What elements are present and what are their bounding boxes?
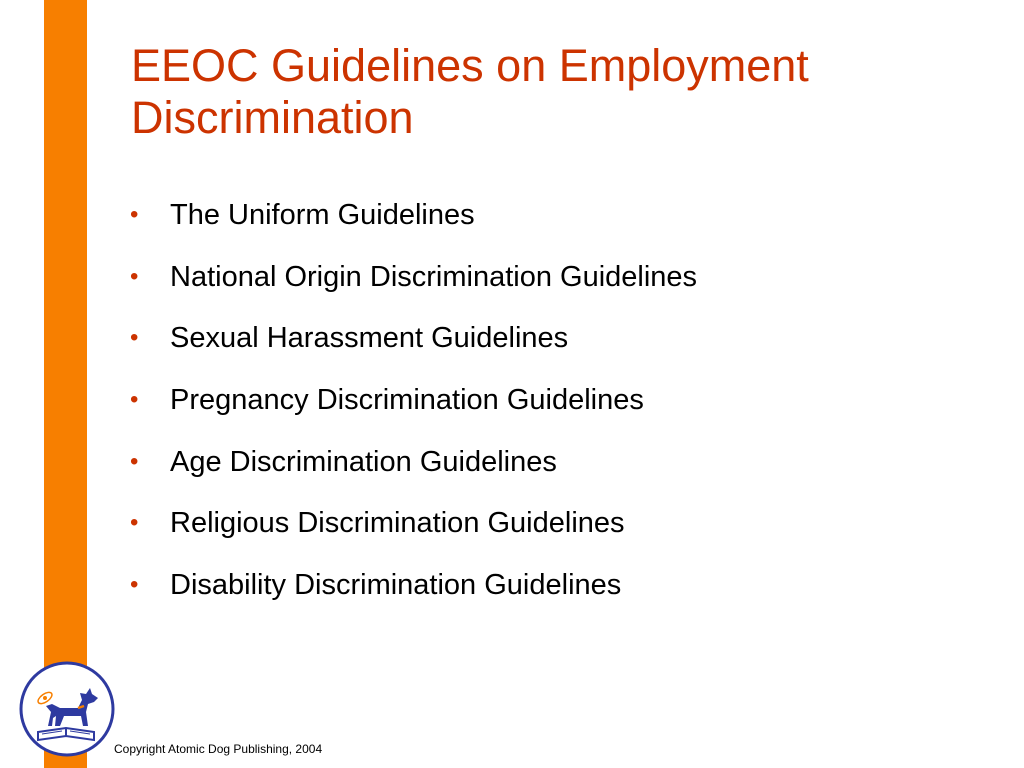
bullet-text: Religious Discrimination Guidelines <box>170 507 625 540</box>
copyright-text: Copyright Atomic Dog Publishing, 2004 <box>114 742 323 756</box>
bullet-marker: • <box>130 262 139 290</box>
atomic-dog-logo-icon <box>18 660 116 758</box>
bullet-text: National Origin Discrimination Guidelines <box>170 260 698 293</box>
slide-title-line-1: EEOC Guidelines on Employment <box>131 40 809 91</box>
bullet-marker: • <box>130 509 139 537</box>
bullet-item <box>128 315 697 377</box>
bullet-item <box>128 439 697 501</box>
bullet-item <box>128 254 697 316</box>
bullet-item <box>128 562 697 624</box>
bullet-marker: • <box>130 324 139 352</box>
bullet-list <box>128 192 697 624</box>
bullet-item <box>128 500 697 562</box>
bullet-item <box>128 192 697 254</box>
slide-title <box>131 40 991 144</box>
bullet-marker: • <box>130 571 139 599</box>
accent-bar <box>44 0 87 768</box>
logo-graphic <box>18 660 116 758</box>
bullet-marker: • <box>130 386 139 414</box>
bullet-text: Age Discrimination Guidelines <box>170 445 557 478</box>
bullet-text: Disability Discrimination Guidelines <box>170 569 622 602</box>
bullet-text: Sexual Harassment Guidelines <box>170 322 569 355</box>
bullet-marker: • <box>130 447 139 475</box>
bullet-marker: • <box>130 201 139 228</box>
slide-title-line-2: Discrimination <box>131 92 414 143</box>
bullet-item <box>128 377 697 439</box>
bullet-text: Pregnancy Discrimination Guidelines <box>170 384 644 417</box>
bullet-text: The Uniform Guidelines <box>170 199 475 231</box>
